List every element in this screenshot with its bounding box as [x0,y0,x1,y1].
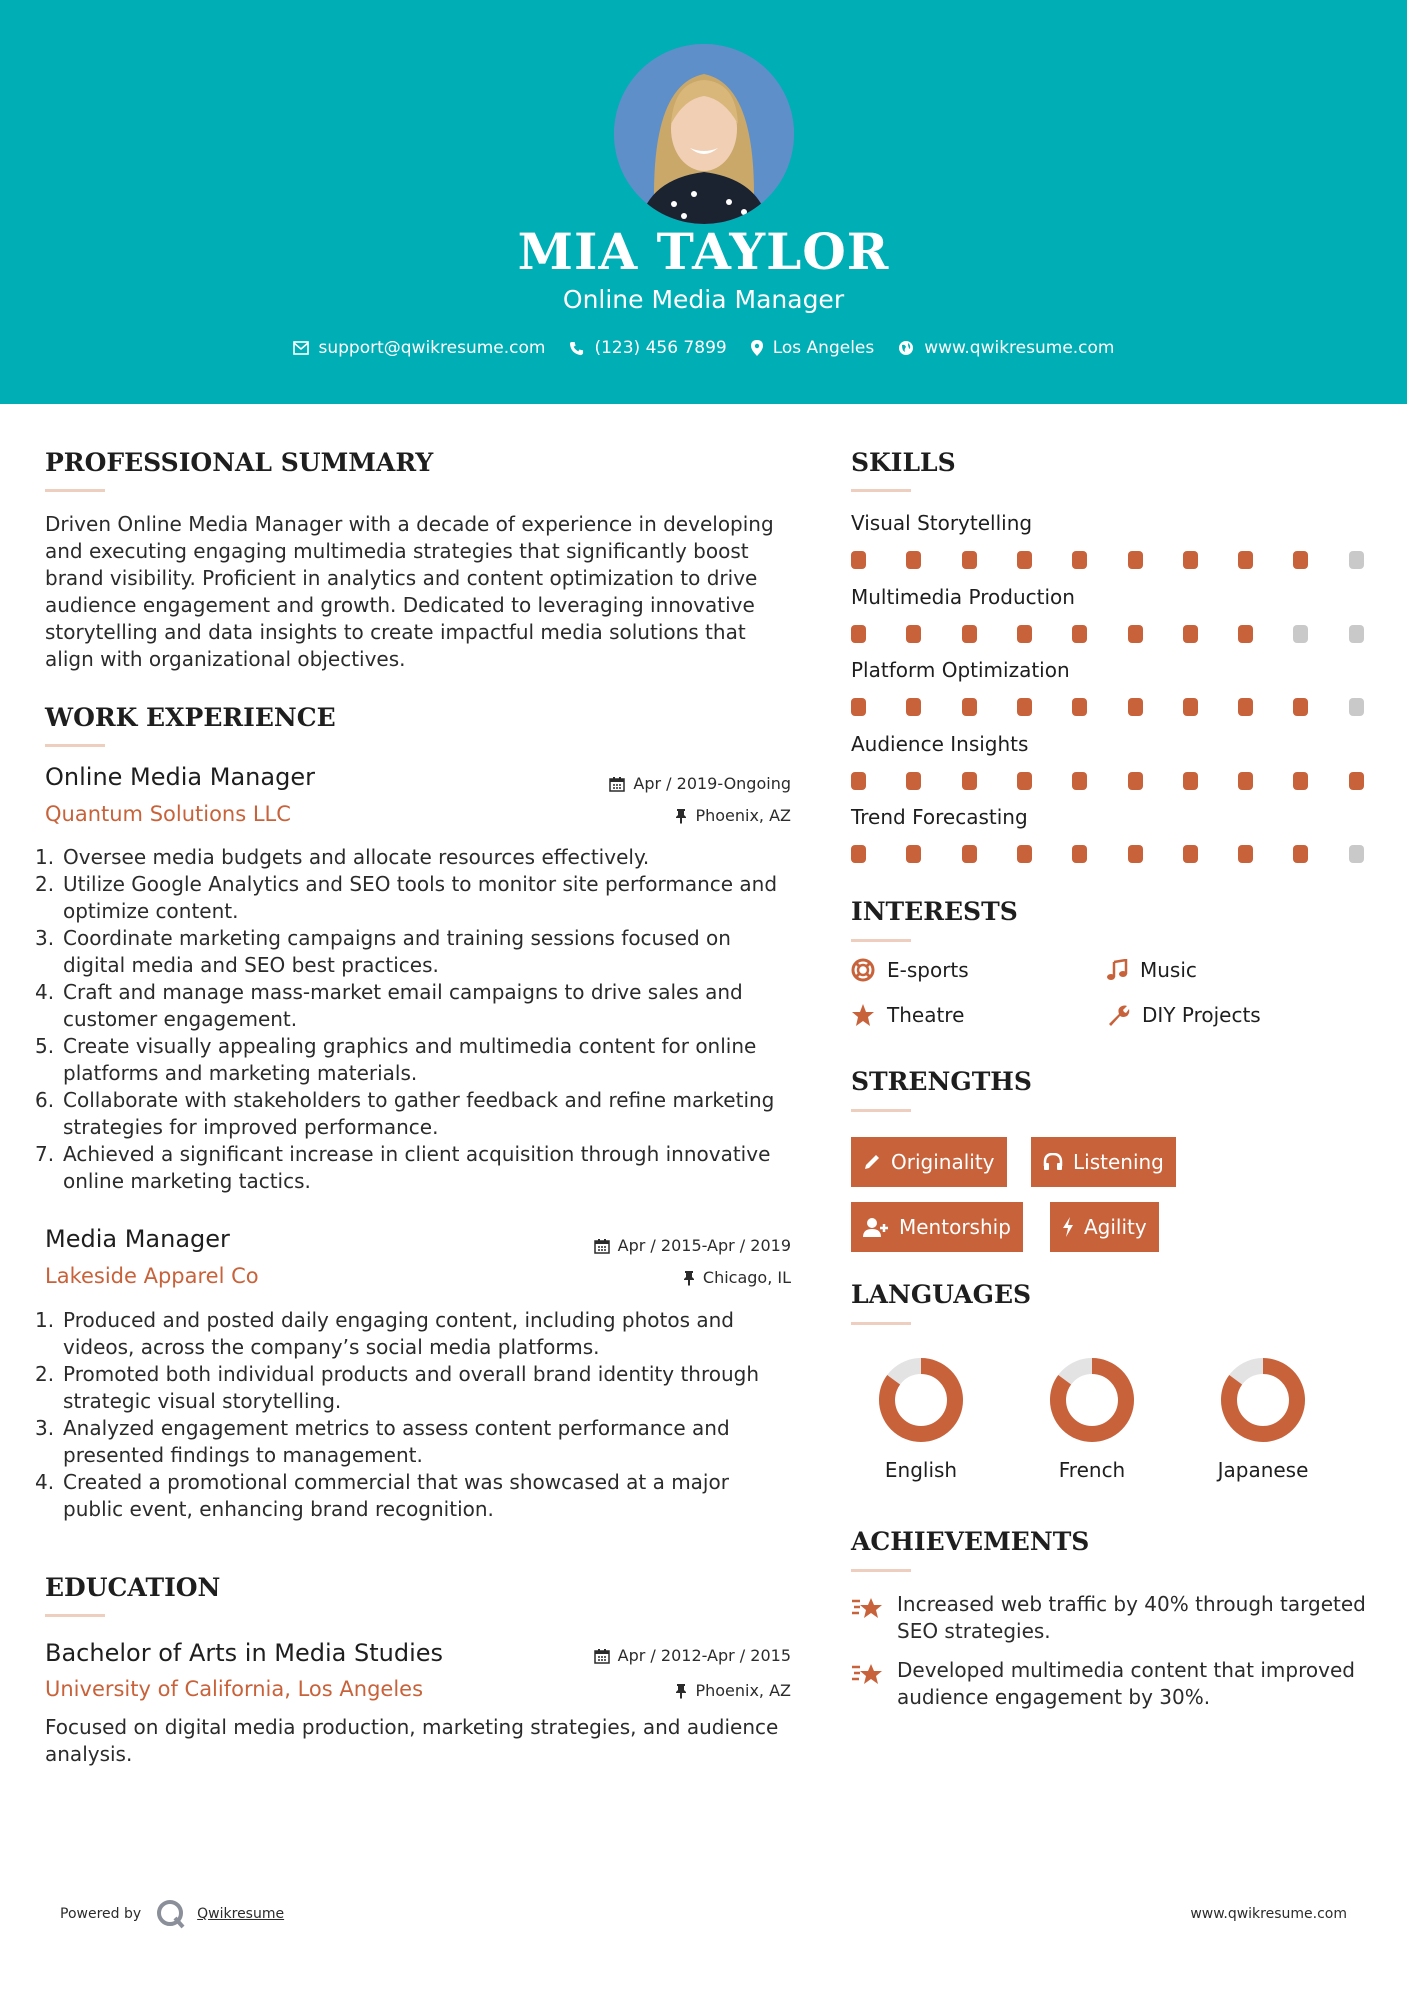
skill-dot-filled [1183,625,1198,643]
language-item [851,1356,991,1482]
job-company: Lakeside Apparel Co [45,1264,259,1288]
duty-item: 1. Produced and posted daily engaging content, including photos and videos, across the company’s social media platforms. [35,1308,734,1359]
skill-rating [851,772,1371,790]
pushpin-icon [675,808,687,824]
language-name: English [884,1458,958,1482]
skill-dot-filled [851,845,866,863]
degree-title: Bachelor of Arts in Media Studies [45,1639,444,1667]
envelope-icon [293,341,309,355]
qwikresume-logo-icon [155,1898,187,1930]
skill-dot-filled [851,772,866,790]
bolt-icon [1062,1217,1074,1237]
duty-item: 3. Coordinate marketing campaigns and training sessions focused on digital media and SEO best practices. [35,926,731,977]
skill-dot-filled [1128,845,1143,863]
header [0,0,1407,404]
skill-dot-filled [1238,551,1253,569]
skill-dot-filled [906,845,921,863]
achievement-item: Increased web traffic by 40% through targeted SEO strategies. [851,1591,1371,1645]
duty-item: 4. Craft and manage mass-market email campaigns to drive sales and customer engagement. [35,980,743,1031]
job-company: Quantum Solutions LLC [45,802,291,826]
location-text: Los Angeles [772,338,875,358]
experience-heading: WORK EXPERIENCE [45,703,336,732]
skill-name: Trend Forecasting [851,805,1028,829]
lifebuoy-icon [851,958,875,982]
skill-dot-filled [1238,845,1253,863]
education-location-text: Phoenix, AZ [695,1681,791,1700]
job-dates-text: Apr / 2015-Apr / 2019 [617,1236,791,1255]
experience-rule [45,744,105,747]
wrench-icon [1106,1003,1130,1027]
strength-tag: Agility [1050,1202,1159,1252]
pushpin-icon [683,1270,695,1286]
website-text: www.qwikresume.com [924,338,1115,358]
brand-link[interactable]: Qwikresume [197,1906,285,1922]
skill-dot-filled [1017,551,1032,569]
candidate-name: MIA TAYLOR [517,222,890,281]
job-dates-text: Apr / 2019-Ongoing [633,774,791,793]
skill-dot-filled [1293,698,1308,716]
skill-dot-empty [1349,625,1364,643]
footer-branding [60,1898,284,1930]
skill-rating [851,551,1371,569]
contact-website[interactable] [898,338,1114,358]
map-pin-icon [751,340,763,356]
skill-rating [851,698,1371,716]
duty-item: 1. Oversee media budgets and allocate resources effectively. [35,845,650,869]
languages-rule [851,1322,911,1325]
skill-dot-filled [962,698,977,716]
skill-dot-filled [962,772,977,790]
skill-dot-filled [1072,551,1087,569]
skill-dot-filled [1017,625,1032,643]
skill-dot-filled [851,698,866,716]
education-dates [594,1646,791,1665]
skill-dot-filled [1293,551,1308,569]
skills-heading: SKILLS [851,448,956,477]
shooting-star-icon [851,1593,885,1621]
duty-item: 2. Promoted both individual products and overall brand identity through strategic visual storytelling. [35,1362,760,1413]
skill-dot-filled [1017,698,1032,716]
skill-rating [851,625,1371,643]
email-text: support@qwikresume.com [318,338,546,358]
skill-dot-filled [1128,772,1143,790]
job-location [675,806,791,825]
calendar-icon [594,1648,610,1664]
interests-rule [851,939,911,942]
skill-dot-filled [1128,551,1143,569]
job-location-text: Chicago, IL [702,1268,791,1287]
duty-item: 6. Collaborate with stakeholders to gather feedback and refine marketing strategies for improved performance. [35,1088,775,1139]
job-title: Media Manager [45,1225,230,1253]
skill-dot-filled [1183,772,1198,790]
pencil-icon [863,1153,881,1171]
skill-name: Audience Insights [851,731,1029,756]
strengths-rule [851,1109,911,1112]
skill-name: Multimedia Production [851,584,1075,609]
candidate-title: Online Media Manager [562,285,845,314]
calendar-icon [594,1238,610,1254]
language-item [1022,1356,1162,1482]
skill-rating [851,845,1371,863]
headphones-icon [1043,1153,1063,1171]
profile-photo [614,44,794,224]
education-location [675,1681,791,1700]
strengths-heading: STRENGTHS [851,1067,1032,1096]
summary-rule [45,489,105,492]
achievement-item: Developed multimedia content that improved audience engagement by 30%. [851,1657,1371,1711]
skill-dot-filled [1238,698,1253,716]
skill-dot-filled [962,845,977,863]
skill-dot-empty [1349,845,1364,863]
phone-text: (123) 456 7899 [594,338,727,358]
skill-dot-filled [906,551,921,569]
contact-email[interactable] [293,338,546,358]
skill-name: Platform Optimization [851,658,1070,682]
education-rule [45,1614,105,1617]
duty-item: 2. Utilize Google Analytics and SEO tools to monitor site performance and optimize content. [35,872,778,923]
interests-heading: INTERESTS [851,897,1018,926]
skill-dot-filled [1293,772,1308,790]
powered-by-text: Powered by [60,1906,142,1922]
skill-dot-filled [1293,845,1308,863]
user-plus-icon [863,1217,889,1237]
duty-item: 3. Analyzed engagement metrics to assess content performance and presented findings to management. [35,1416,730,1467]
star-icon [851,1003,875,1027]
achievements-rule [851,1569,911,1572]
interest-item: DIY Projects [1106,1003,1261,1027]
job-dates [594,1236,791,1255]
skill-name: Visual Storytelling [851,511,1033,535]
skill-dot-filled [1238,625,1253,643]
pushpin-icon [675,1683,687,1699]
job-title: Online Media Manager [45,763,315,791]
globe-icon [898,340,914,356]
skill-dot-filled [1017,845,1032,863]
language-proficiency-ring [1219,1356,1307,1444]
skill-dot-filled [1128,698,1143,716]
interest-item: E-sports [851,958,969,982]
skill-dot-empty [1349,698,1364,716]
duty-item: 4. Created a promotional commercial that was showcased at a major public event, enhancing brand recognition. [35,1470,729,1521]
languages-heading: LANGUAGES [851,1280,1032,1309]
skill-dot-filled [1017,772,1032,790]
summary-heading: PROFESSIONAL SUMMARY [45,448,434,477]
job-dates [609,774,791,793]
language-proficiency-ring [1048,1356,1136,1444]
strength-tag: Listening [1031,1137,1176,1187]
achievements-heading: ACHIEVEMENTS [851,1527,1090,1556]
skill-dot-filled [1072,625,1087,643]
skill-dot-filled [1183,551,1198,569]
strength-tag: Originality [851,1137,1007,1187]
calendar-icon [609,776,625,792]
music-note-icon [1106,959,1128,981]
duty-item: 7. Achieved a significant increase in client acquisition through innovative online marketing tactics. [35,1142,771,1193]
phone-icon [569,341,584,356]
school-name: University of California, Los Angeles [45,1677,424,1701]
skill-dot-filled [851,625,866,643]
skill-dot-empty [1293,625,1308,643]
interest-item: Music [1106,958,1197,982]
skill-dot-filled [1072,845,1087,863]
skill-dot-filled [1072,772,1087,790]
skill-dot-filled [1349,772,1364,790]
skill-dot-filled [1183,845,1198,863]
duty-item: 5. Create visually appealing graphics and multimedia content for online platforms and marketing materials. [35,1034,757,1085]
job-location [683,1268,791,1287]
contact-phone[interactable] [569,338,726,358]
summary-text: Driven Online Media Manager with a decade of experience in developing and executing engaging multimedia strategies that significantly boost brand visibility. Proficient in analytics and content optimization to drive audience engagement and growth. Dedicated to leveraging innovative storytelling and data insights to create impactful media solutions that align with organizational objectives. [45,512,774,671]
language-name: French [1058,1458,1126,1482]
language-item [1193,1356,1333,1482]
skill-dot-filled [962,625,977,643]
job-location-text: Phoenix, AZ [695,806,791,825]
skill-dot-filled [906,698,921,716]
education-description: Focused on digital media production, marketing strategies, and audience analysis. [45,1715,779,1766]
skill-dot-filled [1183,698,1198,716]
education-heading: EDUCATION [45,1573,221,1602]
skill-dot-filled [1238,772,1253,790]
contact-bar [0,338,1407,358]
skill-dot-filled [906,772,921,790]
strength-tag: Mentorship [851,1202,1023,1252]
footer-url[interactable]: www.qwikresume.com [1190,1906,1347,1922]
skill-dot-empty [1349,551,1364,569]
job-duties [35,844,791,1195]
skill-dot-filled [906,625,921,643]
contact-location [751,338,875,358]
skill-dot-filled [1072,698,1087,716]
language-proficiency-ring [877,1356,965,1444]
language-name: Japanese [1217,1458,1309,1482]
shooting-star-icon [851,1659,885,1687]
education-dates-text: Apr / 2012-Apr / 2015 [617,1646,791,1665]
interest-item: Theatre [851,1003,964,1027]
skills-rule [851,489,911,492]
skill-dot-filled [851,551,866,569]
skill-dot-filled [962,551,977,569]
skill-dot-filled [1128,625,1143,643]
job-duties [35,1307,791,1523]
